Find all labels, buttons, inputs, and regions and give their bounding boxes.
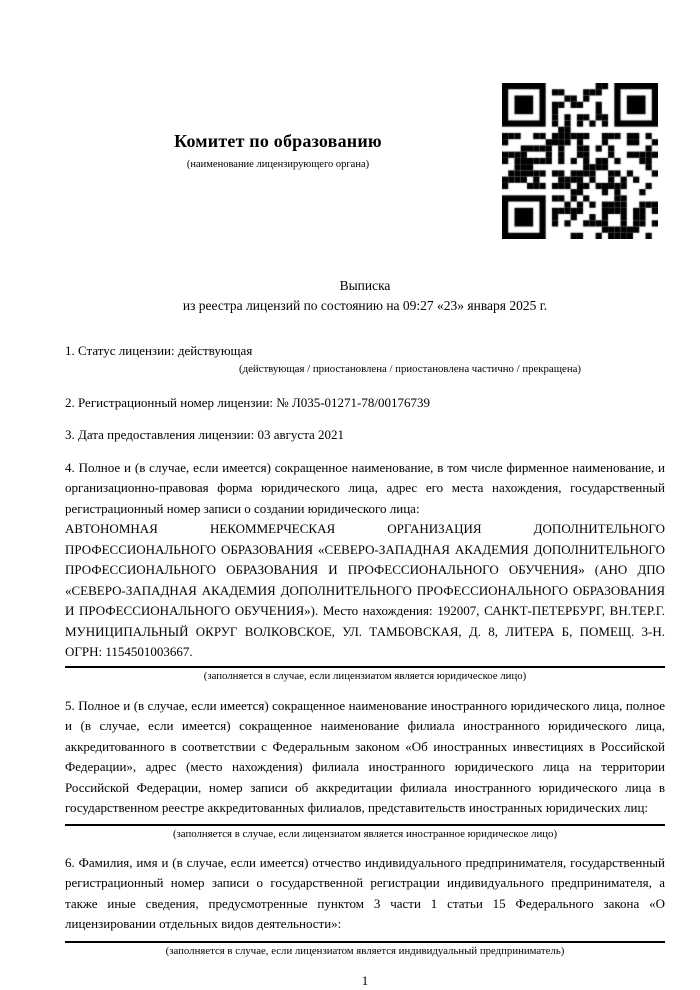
page-number: 1 — [361, 972, 369, 988]
document-title-line2: из реестра лицензий по состоянию на 09:27 «23» января 2025 г. — [182, 298, 548, 313]
individual-entrepreneur-caption: (заполняется в случае, если лицензиатом является индивидуальный предприниматель) — [165, 944, 565, 957]
legal-entity-value: АВТОНОМНАЯ НЕКОММЕРЧЕСКАЯ ОРГАНИЗАЦИЯ ДОПОЛНИТЕЛЬНОГО ПРОФЕССИОНАЛЬНОГО ОБРАЗОВАНИЯ «СЕВЕРО-ЗАПАДНАЯ АКАДЕМИЯ ДОПОЛНИТЕЛЬНОГО ПРОФЕССИОНАЛЬНОГО ОБРАЗОВАНИЯ И ПРОФЕССИОНАЛЬНОГО ОБУЧЕНИЯ» (АНО ДПО «СЕВЕРО-ЗАПАДНАЯ АКАДЕМИЯ ДОПОЛНИТЕЛЬНОГО ПРОФЕССИОНАЛЬНОГО ОБРАЗОВАНИЯ И ПРОФЕССИОНАЛЬНОГО ОБУЧЕНИЯ»). Место нахождения: 192007, САНКТ-ПЕТЕРБУРГ, ВН.ТЕР.Г. МУНИЦИПАЛЬНЫЙ ОКРУГ ВОЛКОВСКОЕ, УЛ. ТАМБОВСКАЯ, Д. 8, ЛИТЕРА Б, ПОМЕЩ. 3-Н. ОГРН: 1154501003667. — [65, 521, 665, 659]
field-foreign-entity — [65, 696, 665, 841]
field-individual-entrepreneur — [65, 853, 665, 958]
foreign-entity-caption: (заполняется в случае, если лицензиатом является иностранное юридическое лицо) — [172, 827, 558, 840]
licensing-authority-name: Комитет по образованию — [174, 131, 382, 151]
field-legal-entity — [65, 458, 665, 683]
individual-entrepreneur-underline — [65, 941, 665, 943]
qr-code — [502, 83, 658, 239]
legal-entity-intro: 4. Полное и (в случае, если имеется) сокращенное наименование, в том числе фирменное наименование, и организационно-правовая форма юридического лица, адрес его места нахождения, государственный регистрационный номер записи о создании юридического лица: — [65, 459, 665, 516]
licensing-authority-header — [65, 131, 491, 170]
foreign-entity-underline — [65, 824, 665, 826]
document-body — [65, 341, 665, 990]
field-registration-number: 2. Регистрационный номер лицензии: № Л035-01271-78/00176739 — [65, 394, 431, 410]
legal-entity-underline — [65, 666, 665, 668]
field-grant-date: 3. Дата предоставления лицензии: 03 августа 2021 — [65, 427, 345, 442]
document-title-line1: Выписка — [339, 278, 391, 293]
individual-entrepreneur-text: 6. Фамилия, имя и (в случае, если имеется) отчество индивидуального предпринимателя, государственный регистрационный номер записи о государственной регистрации индивидуального предпринимателя, а также иные сведения, предусмотренные пунктом 3 части 1 статьи 15 Федерального закона «О лицензировании отдельных видов деятельности»: — [65, 854, 665, 931]
legal-entity-caption: (заполняется в случае, если лицензиатом является юридическое лицо) — [203, 669, 527, 682]
licensing-authority-caption: (наименование лицензирующего органа) — [186, 159, 370, 170]
foreign-entity-text: 5. Полное и (в случае, если имеется) сокращенное наименование иностранного юридического лица, полное и (в случае, если имеется) сокращенное наименование филиала иностранного юридического лица, аккредитованного в соответствии с Федеральным законом «Об иностранных инвестициях в Российской Федерации», адрес (место нахождения) филиала иностранного юридического лица на территории Российской Федерации, номер записи об аккредитации филиала иностранного юридического лица в государственном реестре аккредитованных филиалов, представительств иностранных юридических лиц: — [65, 697, 665, 815]
field-license-status — [65, 341, 665, 376]
license-status-options-caption: (действующая / приостановлена / приостановлена частично / прекращена) — [239, 362, 581, 375]
document-title — [65, 276, 665, 316]
license-status-text: 1. Статус лицензии: действующая — [65, 343, 253, 358]
